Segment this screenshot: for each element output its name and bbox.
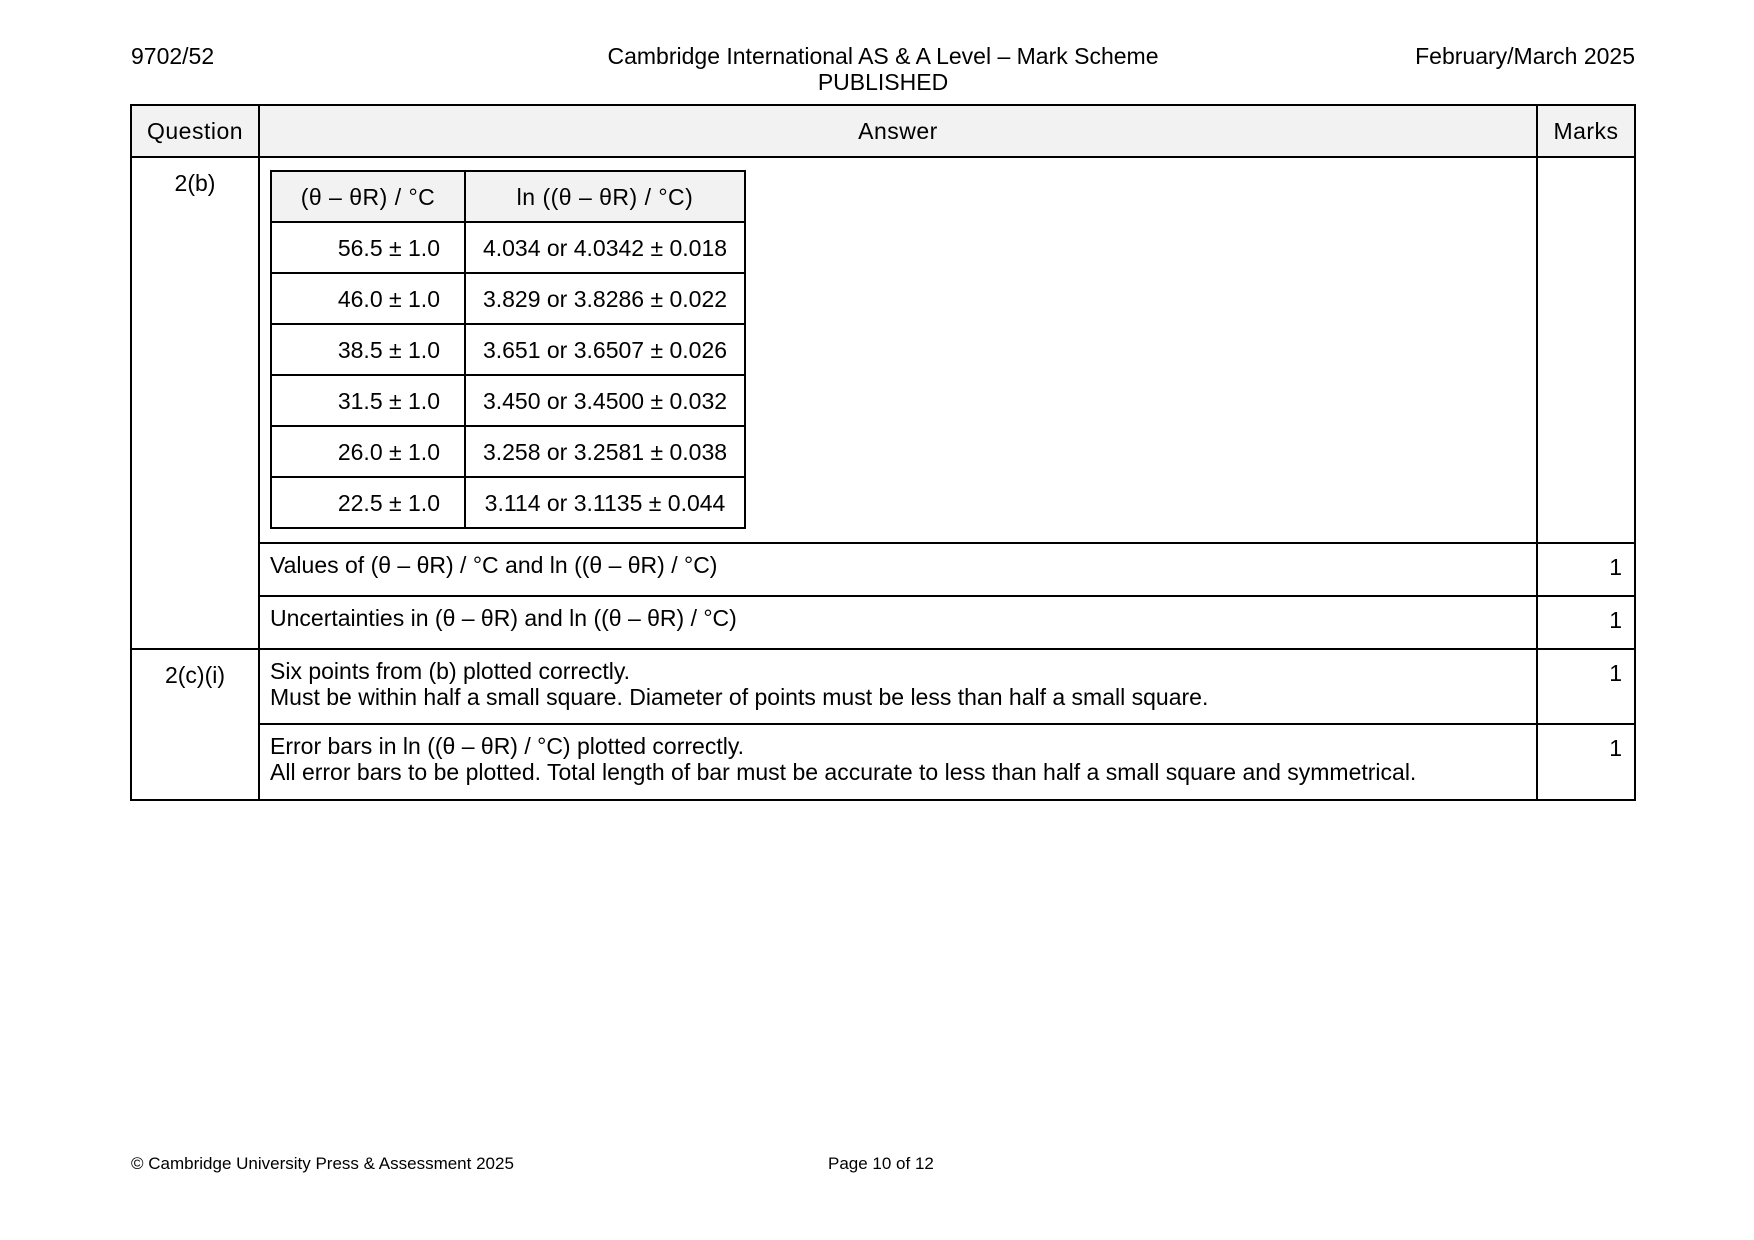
answer-cell-data-table (259, 157, 1537, 543)
ln-value: 3.829 or 3.8286 ± 0.022 (465, 273, 745, 324)
answer-column-header: Answer (259, 105, 1537, 157)
table-row (131, 596, 1635, 649)
results-row (271, 426, 745, 477)
document-title-text: Cambridge International AS & A Level – Mark Scheme (607, 43, 1159, 69)
results-header-row (271, 171, 745, 222)
ln-value: 4.034 or 4.0342 ± 0.018 (465, 222, 745, 273)
results-row (271, 324, 745, 375)
mark-value: 1 (1537, 543, 1635, 596)
mark-value: 1 (1537, 596, 1635, 649)
diff-value: 26.0 ± 1.0 (271, 426, 465, 477)
ln-value: 3.450 or 3.4500 ± 0.032 (465, 375, 745, 426)
marking-point-uncertainties: Uncertainties in (θ – θR) and ln ((θ – θR) / °C) (259, 596, 1537, 649)
diff-value: 31.5 ± 1.0 (271, 375, 465, 426)
ln-value: 3.114 or 3.1135 ± 0.044 (465, 477, 745, 528)
marking-point-values: Values of (θ – θR) / °C and ln ((θ – θR) / °C) (259, 543, 1537, 596)
marking-point-line: Error bars in ln ((θ – θR) / °C) plotted correctly. (270, 733, 745, 759)
copyright-notice: © Cambridge University Press & Assessment 2025 (131, 1154, 514, 1173)
marking-point-line: All error bars to be plotted. Total length of bar must be accurate to less than half a small square and symmetrical. (270, 759, 1417, 785)
results-row (271, 273, 745, 324)
paper-code: 9702/52 (131, 43, 215, 69)
diff-value: 46.0 ± 1.0 (271, 273, 465, 324)
marking-point-error-bars (259, 724, 1537, 800)
marking-point-line: Must be within half a small square. Diameter of points must be less than half a small square. (270, 684, 1209, 710)
document-status: PUBLISHED (817, 69, 949, 95)
question-label-2b: 2(b) (131, 157, 259, 649)
mark-scheme-table (130, 104, 1636, 801)
table-header-row (131, 105, 1635, 157)
ln-value: 3.258 or 3.2581 ± 0.038 (465, 426, 745, 477)
exam-session: February/March 2025 (1415, 43, 1635, 69)
table-row (131, 724, 1635, 800)
results-row (271, 222, 745, 273)
mark-value: 1 (1537, 649, 1635, 724)
diff-value: 38.5 ± 1.0 (271, 324, 465, 375)
diff-value: 56.5 ± 1.0 (271, 222, 465, 273)
question-column-header: Question (131, 105, 259, 157)
results-row (271, 477, 745, 528)
mark-value: 1 (1537, 724, 1635, 800)
diff-value: 22.5 ± 1.0 (271, 477, 465, 528)
page-number: Page 10 of 12 (828, 1154, 934, 1173)
results-col-diff: (θ – θR) / °C (271, 171, 465, 222)
marks-cell-empty (1537, 157, 1635, 543)
marking-point-line: Six points from (b) plotted correctly. (270, 658, 631, 684)
question-label-2ci: 2(c)(i) (131, 649, 259, 800)
results-row (271, 375, 745, 426)
results-table (270, 170, 746, 529)
table-row (131, 157, 1635, 543)
ln-value: 3.651 or 3.6507 ± 0.026 (465, 324, 745, 375)
table-row (131, 543, 1635, 596)
results-col-ln: ln ((θ – θR) / °C) (465, 171, 745, 222)
table-row (131, 649, 1635, 724)
marking-point-points (259, 649, 1537, 724)
marks-column-header: Marks (1537, 105, 1635, 157)
